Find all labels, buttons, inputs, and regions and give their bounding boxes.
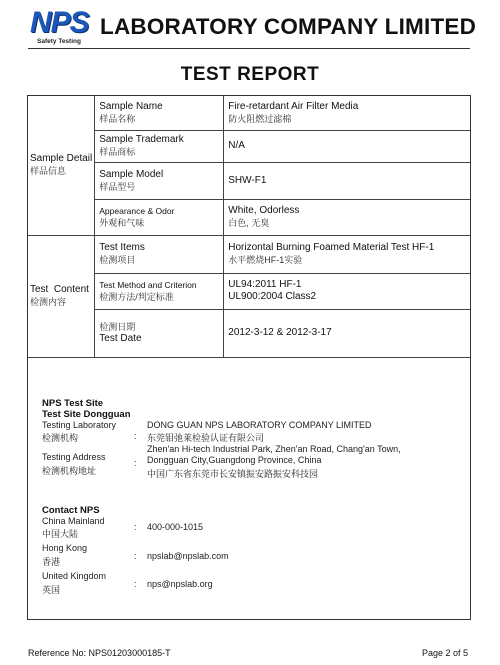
table-row — [28, 273, 470, 309]
field-label — [95, 199, 224, 235]
table-row — [28, 199, 470, 235]
field-value — [224, 273, 470, 309]
field-value — [224, 309, 470, 357]
colon: : — [134, 522, 137, 532]
sample-model-label: Sample Model — [99, 168, 164, 180]
test-date-label-cn: 检测日期 — [99, 322, 136, 332]
appearance-value-cn: 白色, 无臭 — [228, 218, 270, 228]
sample-model-label-cn: 样品型号 — [99, 181, 136, 192]
sample-name-label: Sample Name — [99, 100, 163, 112]
china-mainland-phone: 400-000-1015 — [147, 522, 204, 532]
field-label — [95, 309, 224, 357]
sample-model-value: SHW-F1 — [228, 174, 267, 186]
sample-detail-label — [28, 96, 95, 235]
field-label — [95, 162, 224, 199]
company-logo — [30, 6, 89, 48]
sample-name-value-cn: 防火阻燃过滤棉 — [228, 113, 292, 124]
table-row — [28, 309, 470, 357]
test-method-value-1: UL94:2011 HF-1 — [228, 279, 302, 290]
field-value — [224, 96, 470, 130]
field-value — [224, 130, 470, 162]
test-items-label: Test Items — [99, 242, 145, 253]
testing-address-value-1: Zhen'an Hi-tech Industrial Park, Zhen'an Road, Chang'an Town, — [147, 444, 401, 454]
sample-trademark-label: Sample Trademark — [99, 134, 184, 145]
sample-trademark-value: N/A — [228, 140, 245, 151]
test-site-subheading: Test Site Dongguan — [42, 409, 131, 420]
test-content-label — [28, 235, 95, 357]
company-name: LABORATORY COMPANY LIMITED — [100, 14, 477, 39]
report-title: TEST REPORT — [180, 64, 320, 85]
sample-name-label-cn: 样品名称 — [99, 113, 136, 124]
header-divider — [28, 48, 470, 49]
united-kingdom-label-cn: 英国 — [42, 585, 61, 595]
table-row — [28, 96, 470, 130]
table-row — [28, 130, 470, 162]
testing-address-label-cn: 检测机构地址 — [42, 466, 97, 476]
page-number: Page 2 of 5 — [421, 648, 468, 658]
sample-detail-label-cn: 样品信息 — [30, 166, 67, 177]
test-site-heading: NPS Test Site — [42, 398, 104, 409]
sample-name-value: Fire-retardant Air Filter Media — [228, 100, 359, 112]
testing-lab-value-cn: 东莞钼弛莱检验认证有限公司 — [147, 433, 265, 443]
logo-text: NPS — [30, 6, 89, 39]
sample-trademark-label-cn: 样品商标 — [99, 147, 136, 157]
test-date-label: Test Date — [99, 333, 142, 344]
test-content-label-en: Test Content — [30, 284, 89, 295]
logo-subtitle: Safety Testing — [37, 38, 81, 45]
field-label — [95, 273, 224, 309]
test-content-label-cn: 检测内容 — [30, 297, 67, 307]
colon: : — [134, 551, 137, 561]
testing-address-value-2: Dongguan City,Guangdong Province, China — [147, 455, 322, 465]
china-mainland-label: China Mainland — [42, 516, 105, 526]
test-method-label-cn: 检测方法/判定标准 — [99, 292, 174, 302]
field-label — [95, 96, 224, 130]
table-row — [28, 235, 470, 273]
sample-detail-label-en: Sample Detail — [30, 153, 93, 165]
reference-number: Reference No: NPS01203000185-T — [28, 648, 171, 658]
china-mainland-label-cn: 中国大陆 — [42, 529, 79, 539]
united-kingdom-label: United Kingdom — [42, 571, 107, 581]
field-label — [95, 130, 224, 162]
field-value — [224, 199, 470, 235]
hong-kong-label: Hong Kong — [42, 543, 88, 553]
colon: : — [134, 579, 137, 589]
hong-kong-label-cn: 香港 — [42, 557, 61, 567]
testing-address-label: Testing Address — [42, 452, 106, 462]
hong-kong-email[interactable]: npslab@npslab.com — [147, 551, 229, 561]
test-items-value-cn: 水平燃烧HF-1实验 — [228, 255, 303, 265]
testing-lab-label-cn: 检测机构 — [42, 433, 79, 443]
sample-table — [28, 96, 470, 358]
appearance-value: White, Odorless — [228, 205, 300, 216]
test-method-value-2: UL900:2004 Class2 — [228, 291, 317, 302]
appearance-label: Appearance & Odor — [99, 206, 175, 216]
contact-heading: Contact NPS — [42, 505, 100, 516]
appearance-label-cn: 外观和气味 — [99, 218, 145, 228]
report-frame — [27, 95, 471, 620]
testing-lab-label: Testing Laboratory — [42, 420, 117, 430]
united-kingdom-email[interactable]: nps@npslab.org — [147, 579, 213, 589]
table-row — [28, 162, 470, 199]
testing-lab-value: DONG GUAN NPS LABORATORY COMPANY LIMITED — [147, 420, 372, 430]
colon: : — [134, 458, 137, 468]
test-date-value: 2012-3-12 & 2012-3-17 — [228, 327, 332, 338]
test-method-label: Test Method and Criterion — [99, 280, 197, 290]
testing-address-value-cn: 中国广东省东莞市长安镇振安路振安科技园 — [147, 469, 319, 479]
field-value — [224, 235, 470, 273]
field-label — [95, 235, 224, 273]
colon: : — [134, 431, 137, 441]
test-items-value: Horizontal Burning Foamed Material Test HF-1 — [228, 242, 435, 253]
field-value — [224, 162, 470, 199]
test-items-label-cn: 检测项目 — [99, 255, 136, 265]
